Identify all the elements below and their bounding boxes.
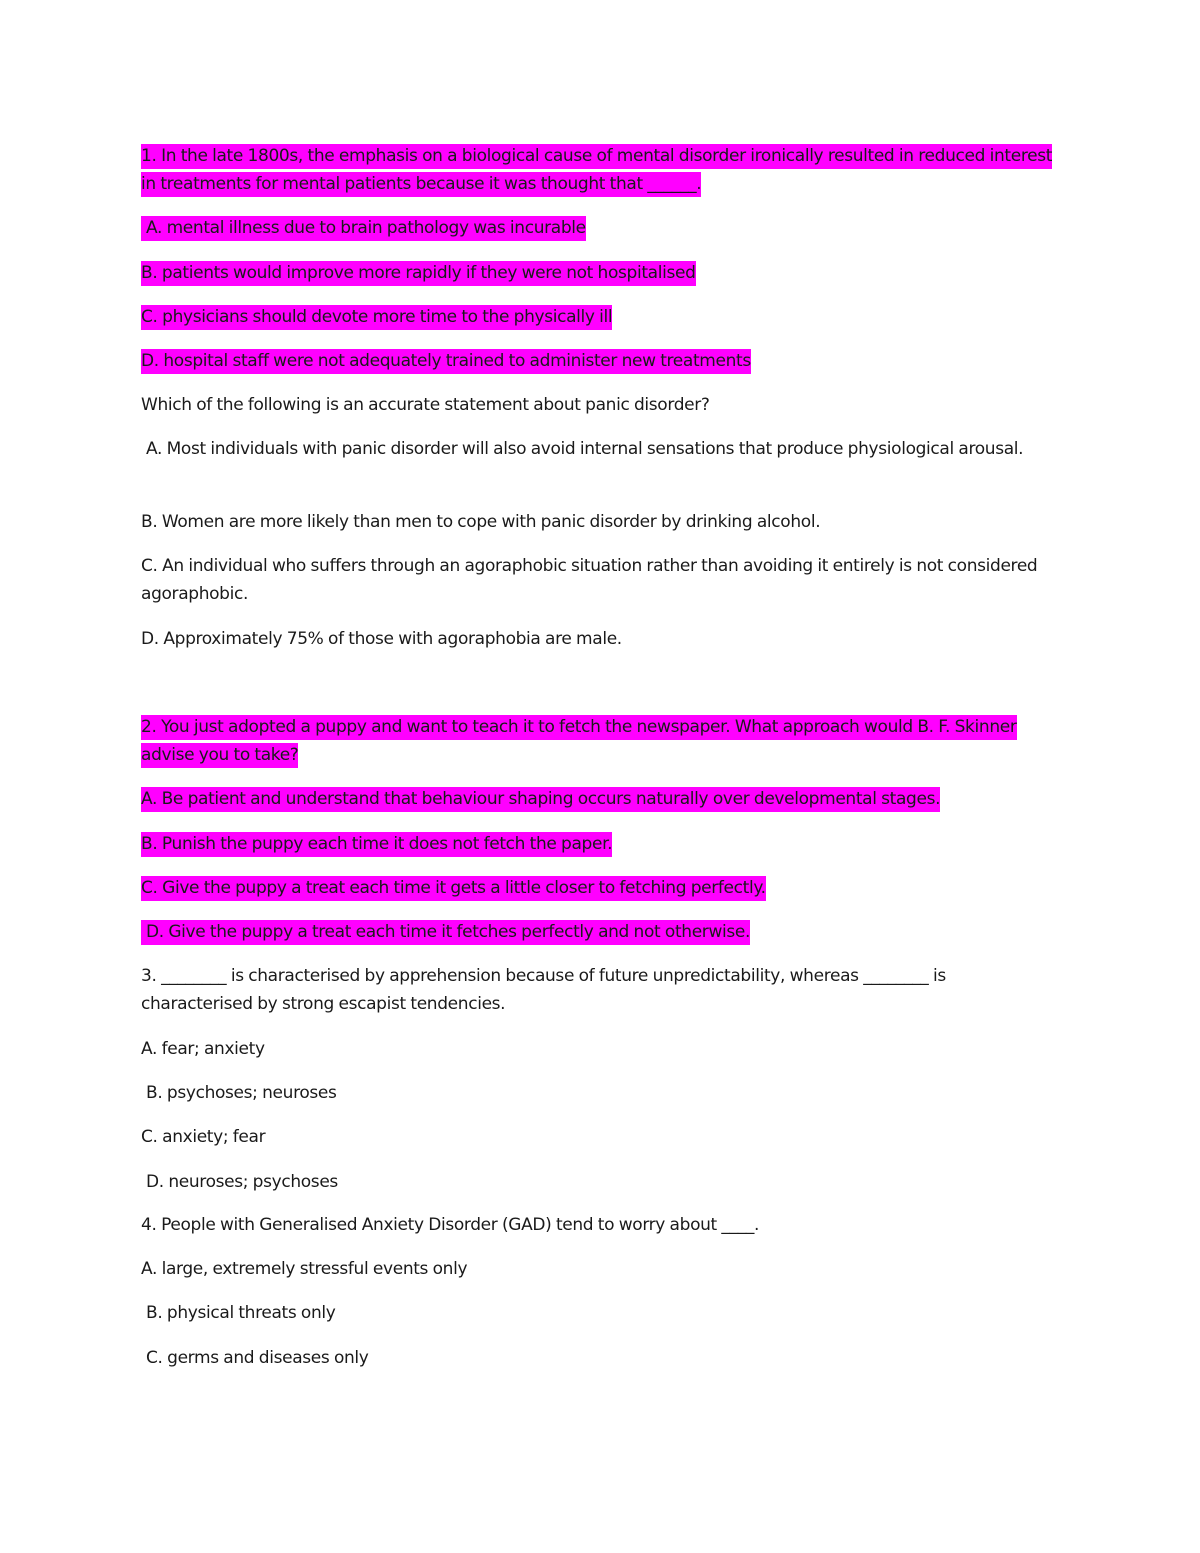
question-4-option-c: C. germs and diseases only [146, 1348, 369, 1368]
question-3-option-b: B. psychoses; neuroses [146, 1083, 337, 1103]
highlighted-text: B. Punish the puppy each time it does not fetch the paper. [141, 832, 612, 857]
question-3-option-c: C. anxiety; fear [141, 1127, 266, 1147]
highlighted-text: B. patients would improve more rapidly if they were not hospitalised [141, 261, 696, 286]
question-1-option-d [141, 347, 1061, 375]
question-2-option-b [141, 830, 1061, 858]
question-4-prompt: 4. People with Generalised Anxiety Disorder (GAD) tend to worry about ____. [141, 1215, 760, 1235]
question-1-option-b [141, 259, 1061, 287]
highlighted-text: C. Give the puppy a treat each time it gets a little closer to fetching perfectly. [141, 876, 766, 901]
question-3-option-d: D. neuroses; psychoses [146, 1172, 338, 1192]
panic-question-option-c: C. An individual who suffers through an agoraphobic situation rather than avoiding it entirely is not considered agoraphobic. [141, 556, 1038, 604]
question-2-prompt [141, 713, 1061, 769]
question-1-prompt [141, 142, 1061, 198]
panic-question-option-d: D. Approximately 75% of those with agoraphobia are male. [141, 629, 622, 649]
question-3-option-a: A. fear; anxiety [141, 1039, 265, 1059]
question-1-option-c [141, 303, 1061, 331]
question-2-option-a [141, 785, 1061, 813]
question-2-option-c [141, 874, 1061, 902]
panic-question-prompt: Which of the following is an accurate statement about panic disorder? [141, 395, 710, 415]
highlighted-text: 2. You just adopted a puppy and want to teach it to fetch the newspaper. What approach would B. F. Skinner advise you to take? [141, 715, 1017, 768]
highlighted-text: A. mental illness due to brain pathology was incurable [141, 216, 586, 241]
highlighted-text: D. hospital staff were not adequately trained to administer new treatments [141, 349, 751, 374]
highlighted-text: A. Be patient and understand that behaviour shaping occurs naturally over developmental stages. [141, 787, 940, 812]
panic-question-option-a: A. Most individuals with panic disorder will also avoid internal sensations that produce physiological arousal. [146, 439, 1024, 459]
question-3-prompt: 3. ________ is characterised by apprehension because of future unpredictability, whereas ________ is characterised by strong escapist tendencies. [141, 966, 946, 1014]
panic-question-option-b: B. Women are more likely than men to cope with panic disorder by drinking alcohol. [141, 512, 821, 532]
question-2-option-d [141, 918, 1061, 946]
highlighted-text: D. Give the puppy a treat each time it fetches perfectly and not otherwise. [141, 920, 750, 945]
highlighted-text: C. physicians should devote more time to the physically ill [141, 305, 612, 330]
question-4-option-a: A. large, extremely stressful events only [141, 1259, 468, 1279]
highlighted-text: 1. In the late 1800s, the emphasis on a biological cause of mental disorder ironically resulted in reduced interest in treatments for mental patients because it was thought that ______. [141, 144, 1052, 197]
question-1-option-a [141, 214, 1061, 242]
question-4-option-b: B. physical threats only [146, 1303, 336, 1323]
